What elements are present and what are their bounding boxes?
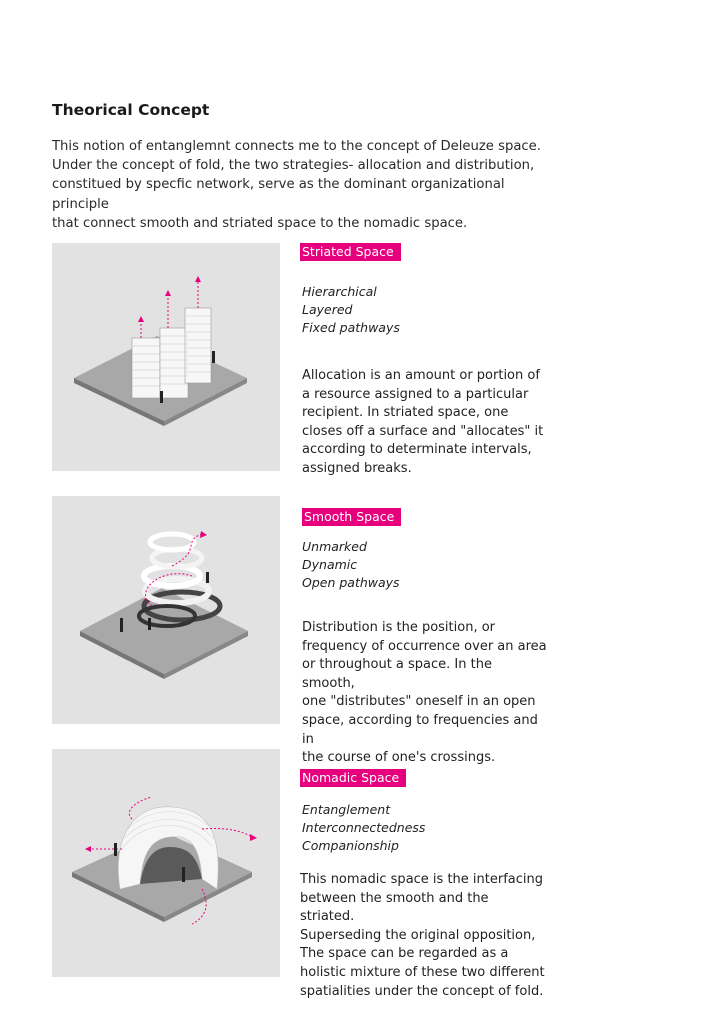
striated-attributes — [302, 283, 400, 336]
attribute: Hierarchical — [302, 284, 377, 299]
nomadic-attributes — [302, 801, 425, 854]
page-title: Theorical Concept — [52, 101, 210, 119]
nomadic-description: This nomadic space is the interfacing between the smooth and the striated. Superseding the original opposition, The space can be regarded as a holistic mixture of these two different spatialities under the concept of fold. — [300, 872, 545, 999]
intro-paragraph: This notion of entanglemnt connects me to the concept of Deleuze space. Under the concept of fold, the two strategies- allocation and distribution, constitued by specfic network, serve as the dominant organizational principle that connect smooth and striated space to the nomadic space. — [52, 139, 541, 231]
smooth-tag: Smooth Space — [302, 508, 401, 526]
attribute: Companionship — [302, 837, 399, 853]
smooth-description: Distribution is the position, or frequency of occurrence over an area or throughout a space. In the smooth, one "distributes" oneself in an open space, according to frequencies and in the course of one's crossings. — [302, 620, 547, 766]
striated-description: Allocation is an amount or portion of a resource assigned to a particular recipient. In striated space, one closes off a surface and "allocates" it according to determinate intervals, assigned breaks. — [302, 368, 544, 476]
attribute: Open pathways — [302, 574, 400, 590]
attribute: Unmarked — [302, 539, 367, 554]
attribute: Interconnectedness — [302, 819, 426, 835]
striated-tag: Striated Space — [300, 243, 401, 261]
smooth-attributes — [302, 538, 400, 591]
nomadic-illustration — [52, 749, 280, 977]
attribute: Entanglement — [302, 802, 391, 817]
smooth-illustration — [52, 496, 280, 724]
nomadic-tag: Nomadic Space — [300, 769, 406, 787]
attribute: Layered — [302, 301, 353, 317]
attribute: Fixed pathways — [302, 319, 400, 335]
striated-illustration — [52, 243, 280, 471]
attribute: Dynamic — [302, 556, 358, 572]
